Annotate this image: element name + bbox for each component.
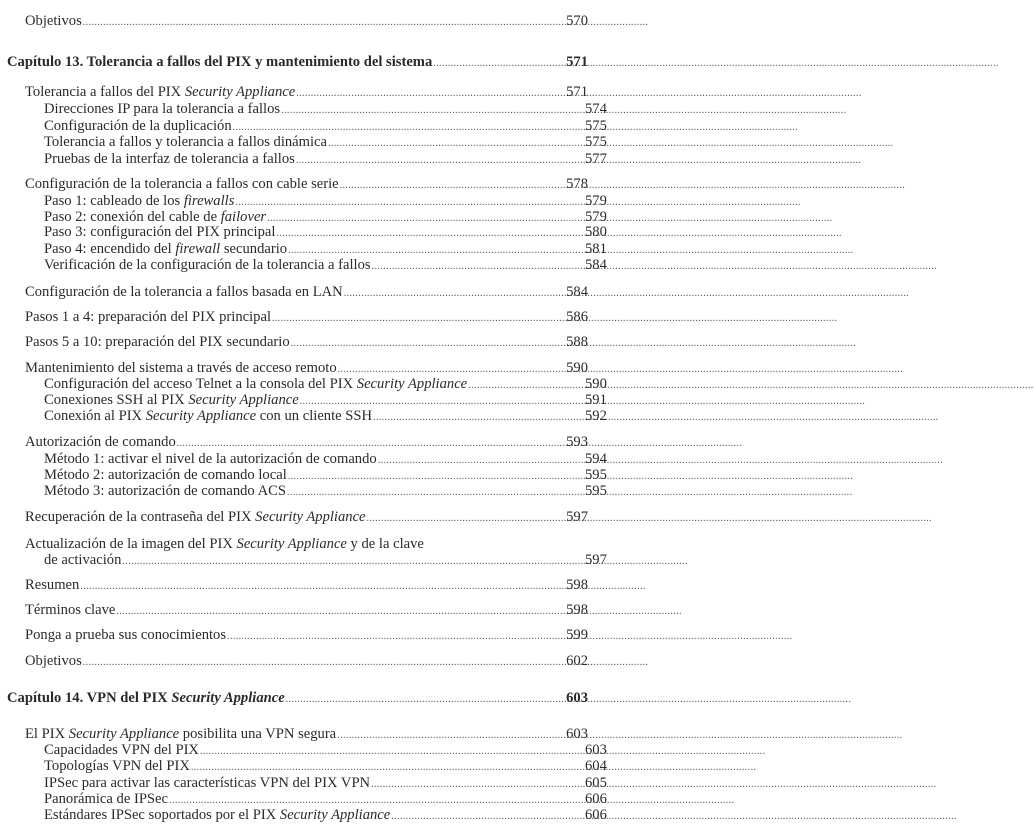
page-number: 595 [585, 483, 607, 499]
page-number: 571 [566, 84, 588, 100]
page-number: 590 [585, 376, 607, 392]
entry-title-text: Capítulo 14. VPN del PIX [7, 690, 172, 706]
dot-leader [391, 808, 957, 826]
page-number: 599 [566, 627, 588, 643]
entry-title-text: Topologías VPN del PIX [44, 758, 190, 774]
dot-leader [433, 55, 999, 73]
page-number: 595 [585, 467, 607, 483]
entry-title [25, 433, 176, 451]
dot-leader [83, 14, 649, 32]
entry-title-italic: failover [220, 209, 267, 225]
entry-title-text: Ponga a prueba sus conocimientos [25, 627, 227, 643]
toc-entry [0, 508, 600, 526]
chapter-entry [0, 689, 600, 707]
entry-title-line [0, 652, 566, 672]
entry-title-text: Conexión al PIX [44, 408, 146, 424]
entry-title [44, 100, 280, 118]
entry-title-line [0, 576, 566, 596]
dot-leader [227, 628, 793, 646]
entry-title-italic: Security Appliance [255, 509, 366, 525]
dot-leader [272, 310, 838, 328]
entry-title-italic: firewall [175, 241, 221, 257]
entry-title-italic: Security Appliance [236, 536, 347, 552]
page-number: 590 [566, 360, 588, 376]
entry-title-line [0, 508, 566, 528]
entry-title [44, 407, 372, 425]
page-number: 571 [566, 54, 588, 70]
toc-entry [0, 626, 600, 644]
entry-title-italic: Security Appliance [356, 376, 468, 392]
entry-title-text: de activación [44, 552, 122, 568]
entry-title-text: Pasos 1 a 4: preparación del PIX principal [25, 309, 271, 325]
page-number: 593 [566, 434, 588, 450]
entry-title-line [0, 482, 585, 502]
entry-title-line [0, 689, 548, 709]
entry-title-text: Autorización de comando [25, 434, 176, 450]
entry-title [44, 551, 121, 569]
entry-title-text: Mantenimiento del sistema a través de acceso remoto [25, 360, 337, 376]
entry-title-text: Capítulo 13. Tolerancia a fallos del PIX y mantenimiento del sistema [7, 54, 433, 70]
entry-title-text: Panorámica de IPSec [44, 791, 169, 807]
page-number: 584 [566, 284, 588, 300]
entry-title-italic: Security Appliance [184, 84, 296, 100]
entry-title-text: Actualización de la imagen del PIX [25, 536, 237, 552]
entry-title-line [0, 308, 566, 328]
entry-title-text: secundario [220, 241, 288, 257]
entry-title [25, 12, 82, 30]
entry-title [25, 308, 271, 326]
toc-entry [0, 256, 607, 274]
entry-title-text: Método 3: autorización de comando ACS [44, 483, 286, 499]
page-number: 603 [585, 742, 607, 758]
entry-title-text: Objetivos [25, 653, 82, 669]
page-number: 575 [585, 118, 607, 134]
entry-title [44, 482, 286, 500]
entry-title-text: posibilita una VPN segura [179, 726, 337, 742]
entry-title [25, 601, 115, 619]
entry-title-text: Configuración de la tolerancia a fallos basada en LAN [25, 284, 343, 300]
entry-title-text: Configuración del acceso Telnet a la consola del PIX [44, 376, 357, 392]
entry-title-line [0, 601, 566, 621]
entry-title-italic: Security Appliance [171, 690, 285, 706]
entry-title-italic: Security Appliance [188, 392, 299, 408]
toc-entry [0, 482, 607, 500]
toc-entry [0, 223, 607, 241]
entry-title-line [0, 283, 566, 303]
entry-title-line [0, 626, 566, 646]
entry-title-line [0, 256, 585, 276]
page-number: 597 [566, 509, 588, 525]
page-number: 588 [566, 334, 588, 350]
page-number: 578 [566, 176, 588, 192]
page-number: 579 [585, 193, 607, 209]
page-number: 574 [585, 101, 607, 117]
entry-title-text: Paso 3: configuración del PIX principal [44, 224, 276, 240]
entry-title-text: Configuración de la tolerancia a fallos con cable serie [25, 176, 339, 192]
chapter-entry [0, 53, 600, 71]
entry-title-text: Paso 1: cableado de los [44, 193, 184, 209]
toc-entry [0, 652, 600, 670]
entry-title-text: Capacidades VPN del PIX [44, 742, 199, 758]
page-number: 581 [585, 241, 607, 257]
entry-title-text: y de la clave [346, 536, 424, 552]
page-number: 597 [585, 552, 607, 568]
entry-title-text: Tolerancia a fallos y tolerancia a fallos dinámica [44, 134, 328, 150]
dot-leader [367, 510, 933, 528]
entry-title-line [0, 551, 585, 571]
toc-entry [0, 757, 607, 775]
page-number: 592 [585, 408, 607, 424]
page-number: 603 [566, 690, 588, 706]
dot-leader [344, 285, 910, 303]
toc-entry [0, 806, 607, 824]
page-number: 580 [585, 224, 607, 240]
entry-title-line [0, 333, 566, 353]
page-number: 604 [585, 758, 607, 774]
entry-title-line [0, 150, 585, 170]
toc-entry [0, 283, 600, 301]
entry-title-text: Método 2: autorización de comando local [44, 467, 287, 483]
entry-title-text: Configuración de la duplicación [44, 118, 232, 134]
entry-title-text: Pasos 5 a 10: preparación del PIX secundario [25, 334, 290, 350]
page-number: 598 [566, 577, 588, 593]
entry-title-text: Paso 2: conexión del cable de [44, 209, 221, 225]
toc-entry [0, 333, 600, 351]
entry-title-text: Paso 4: encendido del [44, 241, 176, 257]
entry-title [7, 53, 432, 71]
entry-title [25, 576, 79, 594]
entry-title-text: Tolerancia a fallos del PIX [25, 84, 185, 100]
entry-title [44, 150, 295, 168]
entry-title-italic: Security Appliance [145, 408, 257, 424]
entry-title [25, 652, 82, 670]
entry-title [44, 757, 190, 775]
toc-entry [0, 433, 600, 451]
toc-entry [0, 576, 600, 594]
page-number: 579 [585, 209, 607, 225]
toc-entry [0, 308, 600, 326]
entry-title-text: Conexiones SSH al PIX [44, 392, 189, 408]
dot-leader [373, 409, 939, 427]
entry-title-text: con un cliente SSH [256, 408, 373, 424]
page-number: 594 [585, 451, 607, 467]
entry-title [25, 83, 295, 101]
entry-title-line [0, 806, 585, 826]
page-number: 570 [566, 13, 588, 29]
page-number: 586 [566, 309, 588, 325]
entry-title [7, 689, 285, 707]
toc-entry [0, 100, 607, 118]
dot-leader [83, 654, 649, 672]
toc-entry [0, 12, 600, 30]
entry-title-text: Verificación de la configuración de la tolerancia a fallos [44, 257, 371, 273]
entry-title-text: Método 1: activar el nivel de la autorización de comando [44, 451, 377, 467]
entry-title-text: El PIX [25, 726, 69, 742]
entry-title [44, 133, 327, 151]
entry-title [25, 175, 339, 193]
entry-title [25, 333, 290, 351]
entry-title [25, 626, 226, 644]
dot-leader [372, 258, 938, 276]
entry-title-text: Términos clave [25, 602, 116, 618]
entry-title-text: Estándares IPSec soportados por el PIX [44, 807, 280, 823]
entry-title-italic: firewalls [183, 193, 235, 209]
entry-title-line [0, 407, 585, 427]
entry-title-italic: Security Appliance [68, 726, 180, 742]
entry-title-text: IPSec para activar las características VPN del PIX VPN [44, 775, 371, 791]
dot-leader [80, 578, 646, 596]
entry-title-italic: Security Appliance [279, 807, 391, 823]
toc-entry [0, 133, 607, 151]
page-number: 575 [585, 134, 607, 150]
entry-title [44, 223, 275, 241]
toc-entry [0, 601, 600, 619]
entry-title [44, 256, 371, 274]
entry-title [25, 283, 343, 301]
page-number: 598 [566, 602, 588, 618]
entry-title-text: Objetivos [25, 13, 82, 29]
entry-title-text: Recuperación de la contraseña del PIX [25, 509, 256, 525]
entry-title-text: Resumen [25, 577, 80, 593]
entry-title [25, 508, 366, 526]
page-number: 605 [585, 775, 607, 791]
toc-entry [0, 175, 600, 193]
dot-leader [296, 152, 862, 170]
dot-leader [287, 484, 853, 502]
toc-entry [0, 551, 607, 569]
entry-title-line [0, 12, 566, 32]
toc-entry [0, 150, 607, 168]
entry-title-text: Pruebas de la interfaz de tolerancia a fallos [44, 151, 295, 167]
entry-title-text: Direcciones IP para la tolerancia a fallos [44, 101, 281, 117]
page-number: 577 [585, 151, 607, 167]
page-number: 584 [585, 257, 607, 273]
toc-entry [0, 407, 607, 425]
page-number: 606 [585, 791, 607, 807]
page-number: 603 [566, 726, 588, 742]
page-number: 591 [585, 392, 607, 408]
entry-title-line [0, 53, 548, 73]
toc-entry [0, 83, 600, 101]
page-number: 602 [566, 653, 588, 669]
entry-title [44, 806, 390, 824]
page-number: 606 [585, 807, 607, 823]
